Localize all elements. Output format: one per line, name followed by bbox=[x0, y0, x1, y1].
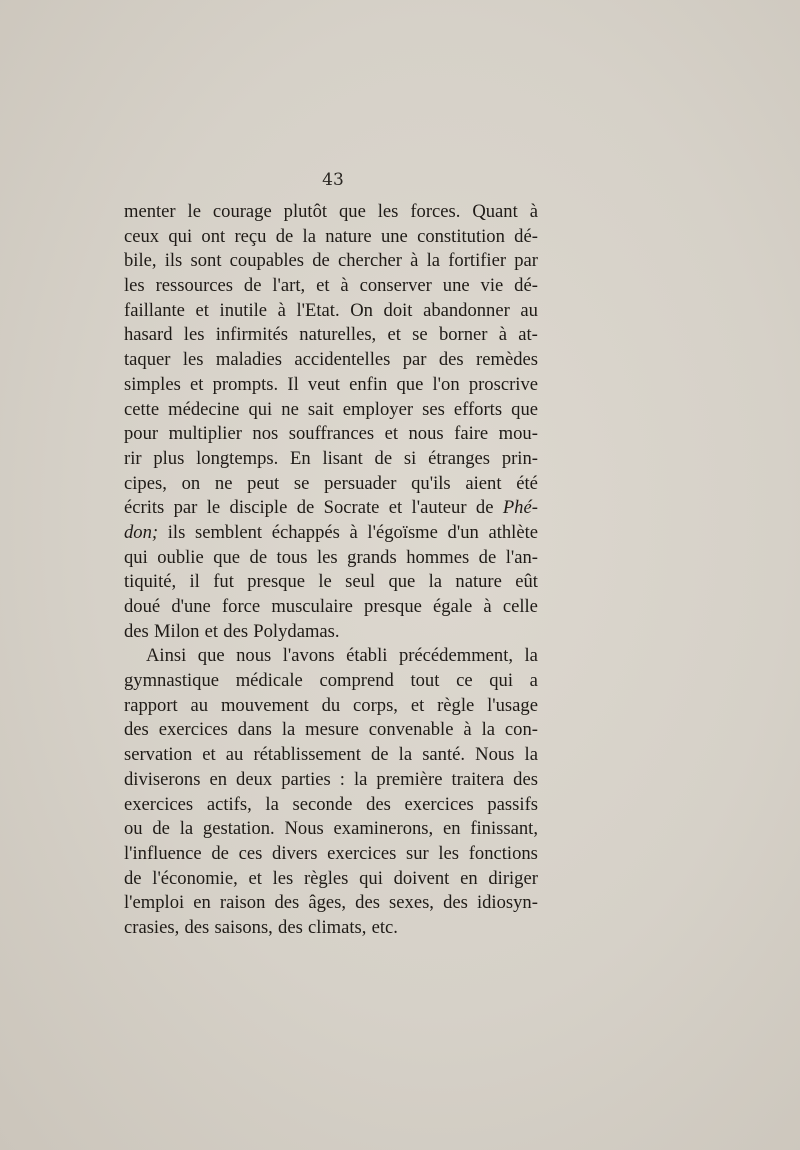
text-line: des exercices dans la mesure convenable à la con- bbox=[124, 719, 538, 741]
body-text bbox=[124, 200, 538, 941]
text-line: exercices actifs, la seconde des exercices passifs bbox=[124, 793, 538, 815]
text-line: écrits par le disciple de Socrate et l'auteur de Phé- bbox=[124, 497, 538, 519]
text-line: diviserons en deux parties : la première traitera des bbox=[124, 768, 538, 790]
text-line: simples et prompts. Il veut enfin que l'on proscrive bbox=[124, 373, 538, 395]
text-line: don; ils semblent échappés à l'égoïsme d'un athlète bbox=[124, 521, 538, 543]
text-line: rapport au mouvement du corps, et règle l'usage bbox=[124, 694, 538, 716]
text-line: l'emploi en raison des âges, des sexes, des idiosyn- bbox=[124, 892, 538, 914]
page-number: 43 bbox=[322, 170, 344, 190]
text-line: crasies, des saisons, des climats, etc. bbox=[124, 916, 398, 938]
text-line: menter le courage plutôt que les forces. Quant à bbox=[124, 201, 538, 222]
text-line: bile, ils sont coupables de chercher à la fortifier par bbox=[124, 250, 538, 272]
text-line: ou de la gestation. Nous examinerons, en finissant, bbox=[124, 818, 538, 840]
text-line: les ressources de l'art, et à conserver une vie dé- bbox=[124, 275, 538, 297]
text-line: ceux qui ont reçu de la nature une constitution dé- bbox=[124, 225, 538, 247]
text-line: gymnastique médicale comprend tout ce qui a bbox=[124, 670, 538, 692]
text-line: hasard les infirmités naturelles, et se borner à at- bbox=[124, 324, 538, 346]
text-line: cipes, on ne peut se persuader qu'ils aient été bbox=[124, 472, 538, 494]
text-line: faillante et inutile à l'Etat. On doit abandonner au bbox=[124, 299, 538, 321]
paragraph bbox=[124, 644, 538, 940]
text-line: de l'économie, et les règles qui doivent en diriger bbox=[124, 867, 538, 889]
text-line: tiquité, il fut presque le seul que la nature eût bbox=[124, 571, 538, 593]
text-line: l'influence de ces divers exercices sur les fonctions bbox=[124, 842, 538, 864]
text-line: Ainsi que nous l'avons établi précédemment, la bbox=[146, 645, 538, 667]
paragraph bbox=[124, 200, 538, 644]
text-line: taquer les maladies accidentelles par des remèdes bbox=[124, 349, 538, 371]
text-line: servation et au rétablissement de la santé. Nous la bbox=[124, 744, 538, 766]
text-line: cette médecine qui ne sait employer ses efforts que bbox=[124, 398, 538, 420]
text-line: qui oublie que de tous les grands hommes de l'an- bbox=[124, 546, 538, 568]
text-line: des Milon et des Polydamas. bbox=[124, 620, 340, 642]
text-line: rir plus longtemps. En lisant de si étranges prin- bbox=[124, 447, 538, 469]
text-line: doué d'une force musculaire presque égale à celle bbox=[124, 596, 538, 617]
text-line: pour multiplier nos souffrances et nous faire mou- bbox=[124, 423, 538, 445]
